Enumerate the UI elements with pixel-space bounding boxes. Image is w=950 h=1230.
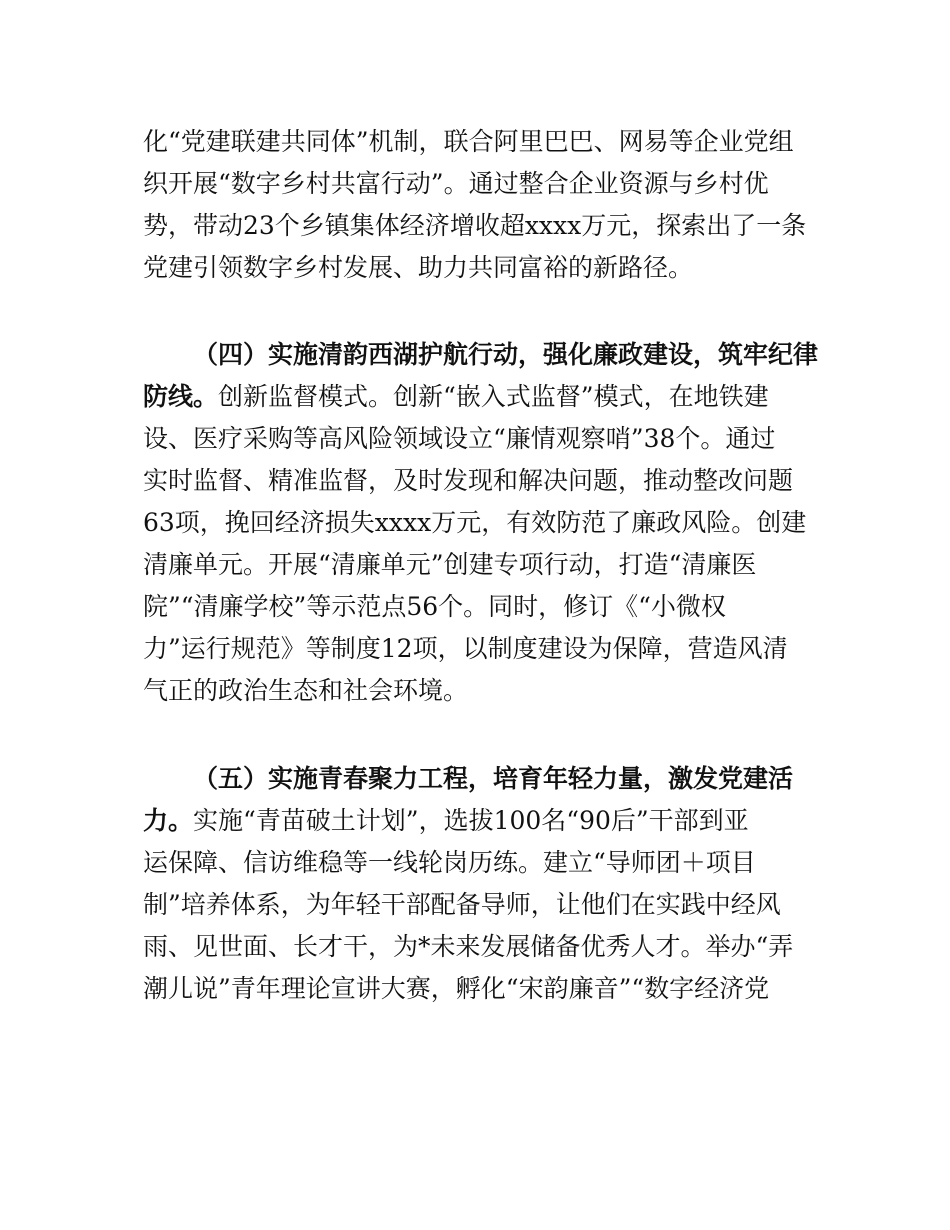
text-line	[143, 805, 749, 837]
section-4-heading: （四）实施清韵西湖护航行动，强化廉政建设，筑牢纪律	[193, 340, 819, 369]
text-line: 实时监督、精准监督，及时发现和解决问题，推动整改问题	[143, 466, 794, 495]
text-line: 气正的政治生态和社会环境。	[143, 676, 469, 705]
text-line: 63项，挽回经济损失xxxx万元，有效防范了廉政风险。创建	[143, 508, 807, 537]
text-line: 力”运行规范》等制度12项，以制度建设为保障，营造风清	[143, 634, 788, 663]
text-line-rest: 创新监督模式。创新“嵌入式监督”模式，在地铁建	[218, 382, 769, 411]
section-5-heading: （五）实施青春聚力工程，培育年轻力量，激发党建活	[193, 764, 794, 793]
text-line: 制”培养体系，为年轻干部配备导师，让他们在实践中经风	[143, 890, 781, 919]
section-4-heading-end: 防线。	[143, 382, 219, 411]
text-line-rest: 实施“青苗破土计划”，选拔100名“90后”干部到亚	[193, 806, 749, 835]
text-line: 党建引领数字乡村发展、助力共同富裕的新路径。	[143, 253, 694, 282]
text-line: 雨、见世面、长才干，为*未来发展储备优秀人才。举办“弄	[143, 932, 794, 961]
text-line: 设、医疗采购等高风险领域设立“廉情观察哨”38个。通过	[143, 424, 776, 453]
text-line: 院”“清廉学校”等示范点56个。同时，修订《“小微权	[143, 592, 726, 621]
section-5-heading-end: 力。	[143, 806, 194, 835]
text-line	[143, 381, 769, 413]
text-line: 势，带动23个乡镇集体经济增收超xxxx万元，探索出了一条	[143, 211, 807, 240]
text-line: 织开展“数字乡村共富行动”。通过整合企业资源与乡村优	[143, 169, 769, 198]
text-line: 清廉单元。开展“清廉单元”创建专项行动，打造“清廉医	[143, 550, 757, 579]
text-line: 化“党建联建共同体”机制，联合阿里巴巴、网易等企业党组	[143, 127, 794, 156]
text-line: 潮儿说”青年理论宣讲大赛，孵化“宋韵廉音”“数字经济党	[143, 974, 770, 1003]
text-line: 运保障、信访维稳等一线轮岗历练。建立“导师团＋项目	[143, 848, 756, 877]
